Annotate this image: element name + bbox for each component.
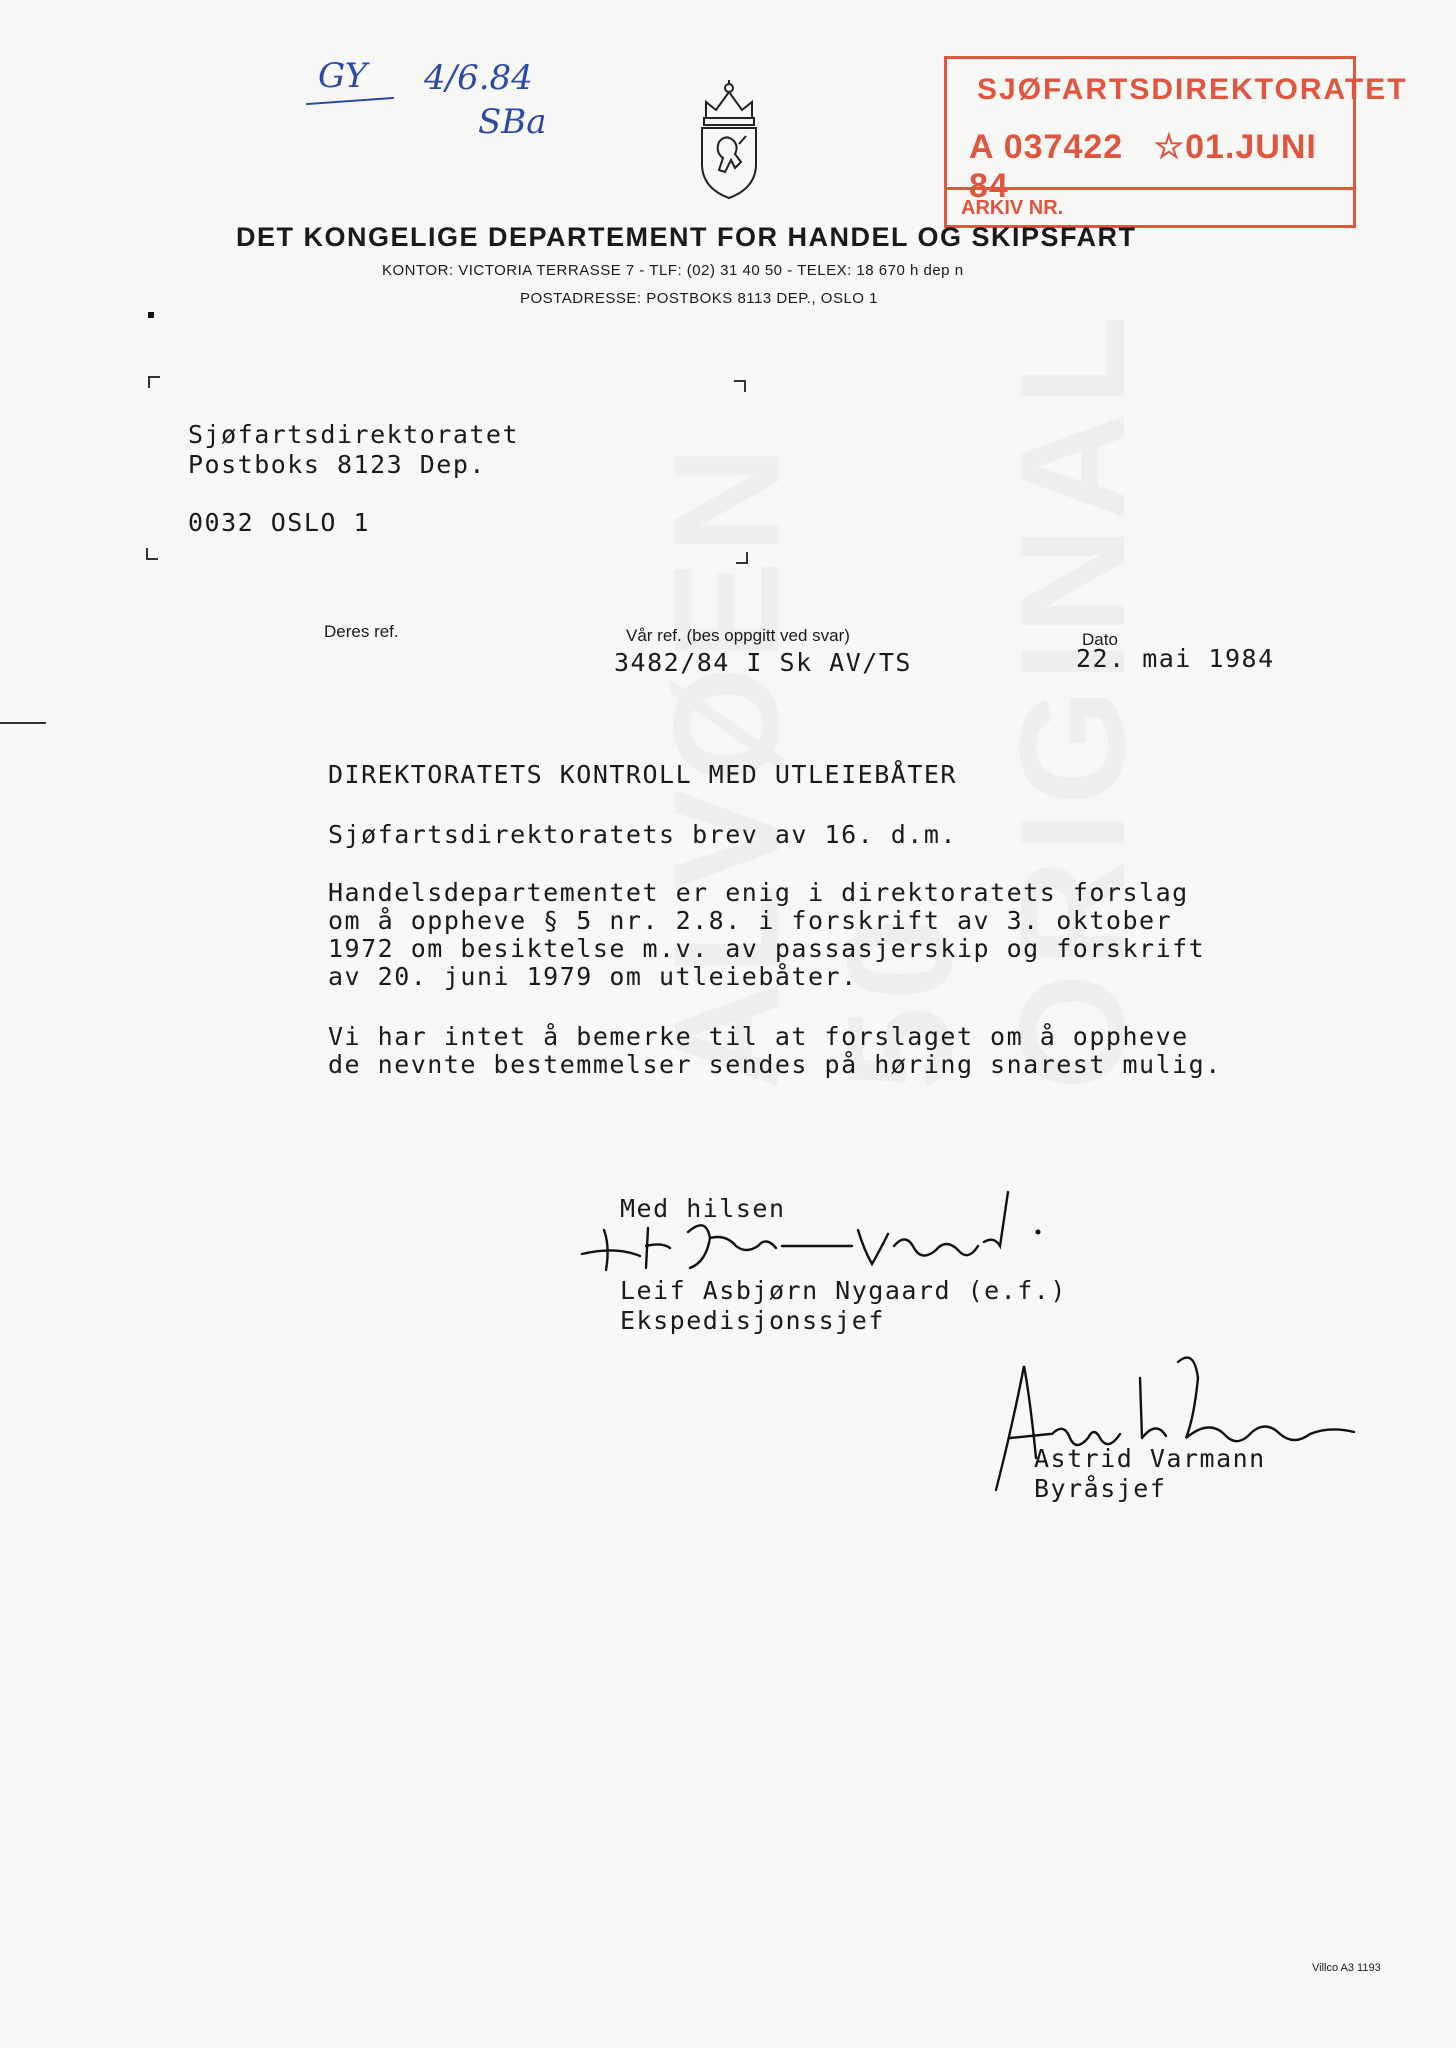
stamp-archive-label: ARKIV NR.	[961, 197, 1064, 219]
signer1-title: Ekspedisjonssjef	[620, 1306, 885, 1335]
signature-nygaard	[576, 1176, 1046, 1276]
paragraph2-line2: de nevnte bestemmelser sendes på høring snarest mulig.	[328, 1050, 1222, 1079]
paragraph1-line1: Handelsdepartementet er enig i direktoratets forslag	[328, 878, 1189, 907]
var-ref-value: 3482/84 I Sk AV/TS	[614, 648, 912, 677]
fold-mark	[0, 722, 46, 724]
paragraph2-line1: Vi har intet å bemerke til at forslaget om å oppheve	[328, 1022, 1189, 1051]
paragraph1-line2: om å oppheve § 5 nr. 2.8. i forskrift av 3. oktober	[328, 906, 1173, 935]
letterhead-postal: POSTADRESSE: POSTBOKS 8113 DEP., OSLO 1	[520, 290, 878, 307]
coat-of-arms-icon	[692, 78, 766, 202]
stamp-divider	[947, 187, 1353, 190]
subject-line: DIREKTORATETS KONTROLL MED UTLEIEBÅTER	[328, 760, 957, 789]
recipient-po-box: Postboks 8123 Dep.	[188, 450, 486, 479]
received-stamp	[944, 56, 1408, 228]
stamp-org: SJØFARTSDIREKTORATET	[977, 73, 1408, 106]
stamp-number-date	[969, 127, 1353, 206]
recipient-name: Sjøfartsdirektoratet	[188, 420, 520, 449]
signer2-title: Byråsjef	[1034, 1474, 1167, 1503]
stamp-number: A 037422	[969, 128, 1124, 166]
handwritten-signature-mark: SBa	[478, 102, 547, 142]
handwritten-underline	[306, 97, 394, 105]
dato-value: 22. mai 1984	[1076, 644, 1275, 673]
punch-mark	[148, 312, 154, 318]
reference-line: Sjøfartsdirektoratets brev av 16. d.m.	[328, 820, 957, 849]
closing-greeting: Med hilsen	[620, 1194, 786, 1223]
handwritten-date: 4/6.84	[424, 58, 533, 98]
window-corner-top-right	[734, 380, 746, 392]
stamp-date: ☆01.JUNI 84	[969, 128, 1317, 205]
recipient-city: 0032 OSLO 1	[188, 508, 371, 537]
deres-ref-label: Deres ref.	[324, 622, 399, 641]
handwritten-initials: GY	[318, 56, 368, 96]
window-corner-bottom-left	[146, 548, 158, 560]
signer1-name: Leif Asbjørn Nygaard (e.f.)	[620, 1276, 1067, 1305]
letterhead-office: KONTOR: VICTORIA TERRASSE 7 - TLF: (02) 31 40 50 - TELEX: 18 670 h dep n	[382, 262, 964, 279]
letterhead-title: DET KONGELIGE DEPARTEMENT FOR HANDEL OG SKIPSFART	[236, 222, 1137, 252]
window-corner-top-left	[148, 376, 160, 388]
paragraph1-line4: av 20. juni 1979 om utleiebåter.	[328, 962, 858, 991]
paragraph1-line3: 1972 om besiktelse m.v. av passasjerskip og forskrift	[328, 934, 1206, 963]
signer2-name: Astrid Varmann	[1034, 1444, 1266, 1473]
window-corner-bottom-right	[736, 552, 748, 564]
dato-label: Dato	[1082, 630, 1118, 649]
form-code: Villco A3 1193	[1312, 1962, 1381, 1974]
var-ref-label: Vår ref. (bes oppgitt ved svar)	[626, 626, 850, 645]
